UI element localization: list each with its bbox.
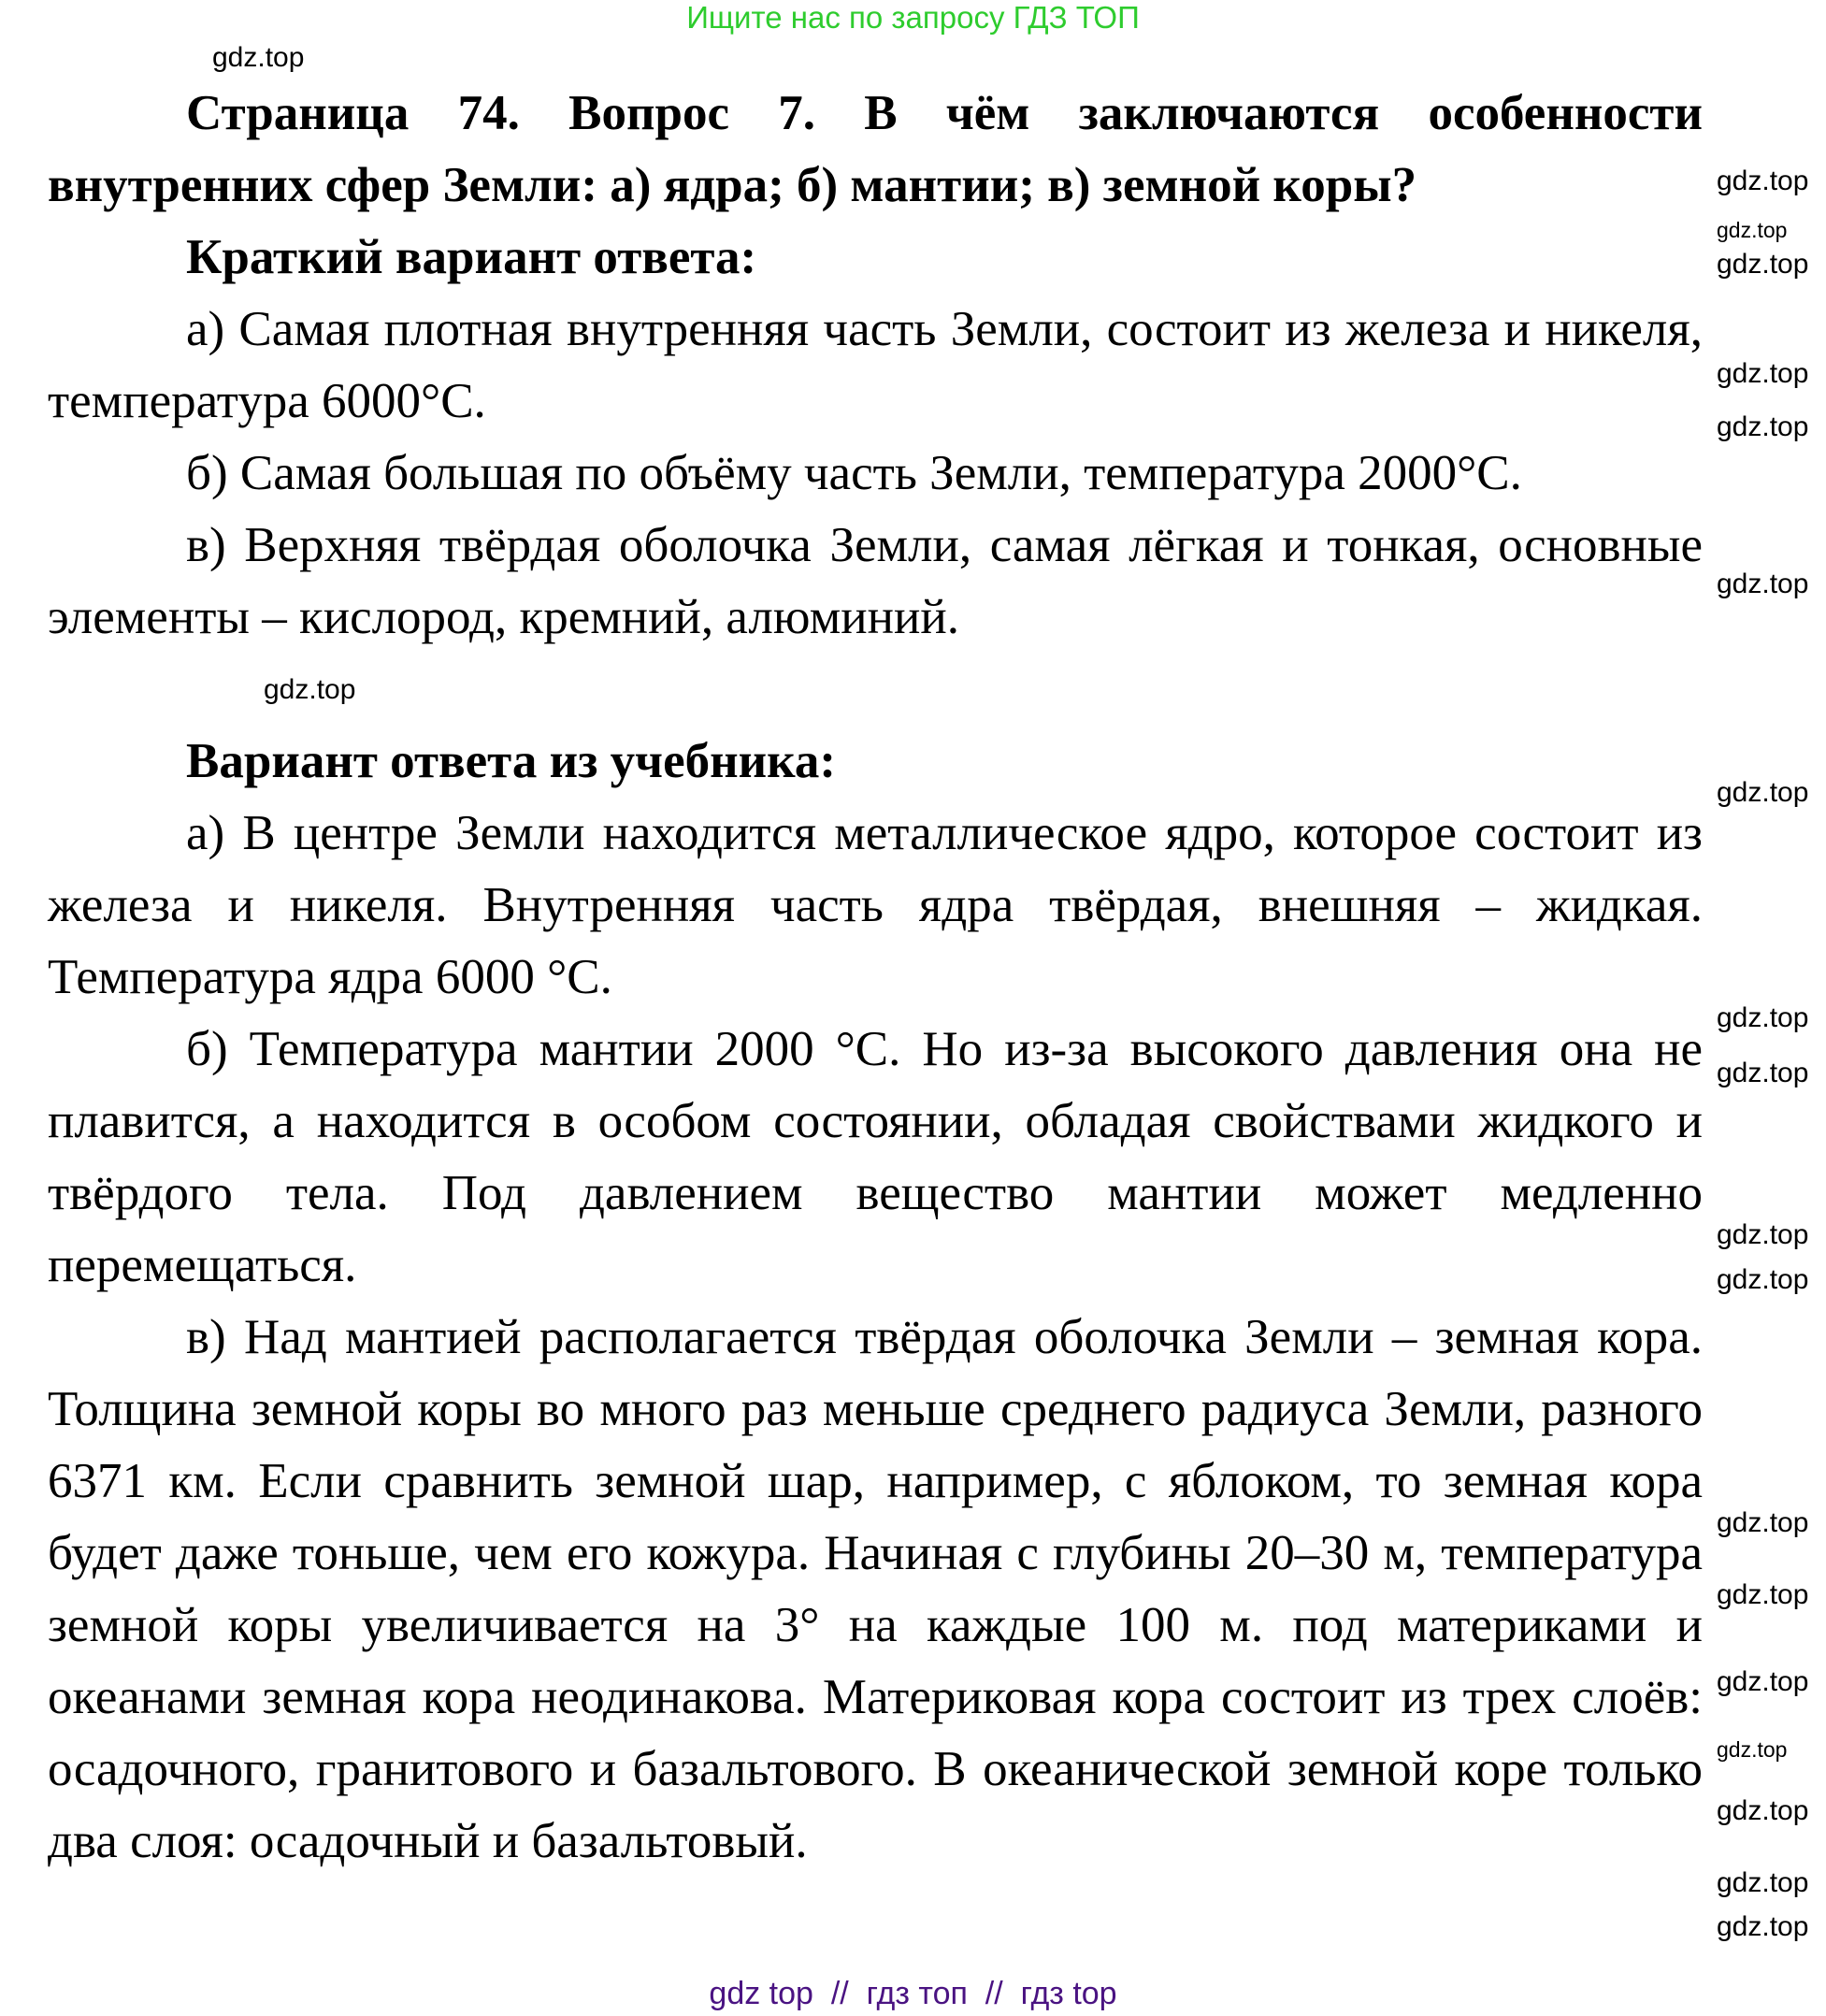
watermark: gdz.top: [1717, 1666, 1809, 1697]
watermark: gdz.top: [1717, 777, 1809, 808]
watermark: gdz.top: [1717, 1264, 1809, 1295]
watermark: gdz.top: [212, 42, 305, 73]
watermark: gdz.top: [1717, 1737, 1788, 1762]
footer-links: gdz top // гдз топ // гдз top: [709, 1976, 1117, 2011]
textbook-answer-c: в) Над мантией располагается твёрдая оболочка Земли – земная кора. Толщина земной коры во много раз меньше среднего радиуса Земли, разного 6371 км. Если сравнить земной шар, например, с яблоком, то земная кора будет даже тоньше, чем его кожура. Начиная с глубины 20–30 м, температура земной коры увеличивается на 3° на каждые 100 м. под материками и океанами земная кора неодинакова. Материковая кора состоит из трех слоёв: осадочного, гранитового и базальтового. В океанической земной коре только два слоя: осадочный и базальтовый.: [48, 1310, 1703, 1868]
short-answer-c: в) Верхняя твёрдая оболочка Земли, самая лёгкая и тонкая, основные элементы – кислород, кремний, алюминий.: [48, 518, 1703, 644]
watermark: gdz.top: [1717, 249, 1809, 280]
watermark: gdz.top: [1717, 1579, 1809, 1610]
question-title: Страница 74. Вопрос 7. В чём заключаются особенности внутренних сфер Земли: а) ядра; б) мантии; в) земной коры?: [48, 86, 1703, 212]
textbook-answer-b: б) Температура мантии 2000 °С. Но из-за высокого давления она не плавится, а находится в особом состоянии, обладая свойствами жидкого и твёрдого тела. Под давлением вещество мантии может медленно перемещаться.: [48, 1022, 1703, 1292]
watermark: gdz.top: [264, 674, 356, 705]
watermark: gdz.top: [1717, 1058, 1809, 1088]
watermark: gdz.top: [1717, 1867, 1809, 1898]
watermark: gdz.top: [1717, 1507, 1809, 1538]
answer-document: [48, 78, 1703, 1878]
textbook-answer-heading: Вариант ответа из учебника:: [186, 734, 837, 788]
watermark: gdz.top: [1717, 1795, 1809, 1826]
watermark: gdz.top: [1717, 569, 1809, 599]
textbook-answer-a: а) В центре Земли находится металлическое ядро, которое состоит из железа и никеля. Внутренняя часть ядра твёрдая, внешняя – жидкая. Температура ядра 6000 °С.: [48, 806, 1703, 1004]
watermark: gdz.top: [1717, 411, 1809, 442]
short-answer-b: б) Самая большая по объёму часть Земли, температура 2000°С.: [186, 446, 1522, 500]
watermark: gdz.top: [1717, 1219, 1809, 1250]
short-answer-heading: Краткий вариант ответа:: [186, 230, 757, 284]
watermark: gdz.top: [1717, 1002, 1809, 1033]
short-answer-a: а) Самая плотная внутренняя часть Земли, состоит из железа и никеля, температура 6000°С.: [48, 302, 1703, 428]
watermark: gdz.top: [1717, 218, 1788, 242]
watermark: gdz.top: [1717, 1911, 1809, 1942]
watermark: gdz.top: [1717, 166, 1809, 196]
search-banner: Ищите нас по запросу ГДЗ ТОП: [686, 0, 1140, 35]
watermark: gdz.top: [1717, 358, 1809, 389]
